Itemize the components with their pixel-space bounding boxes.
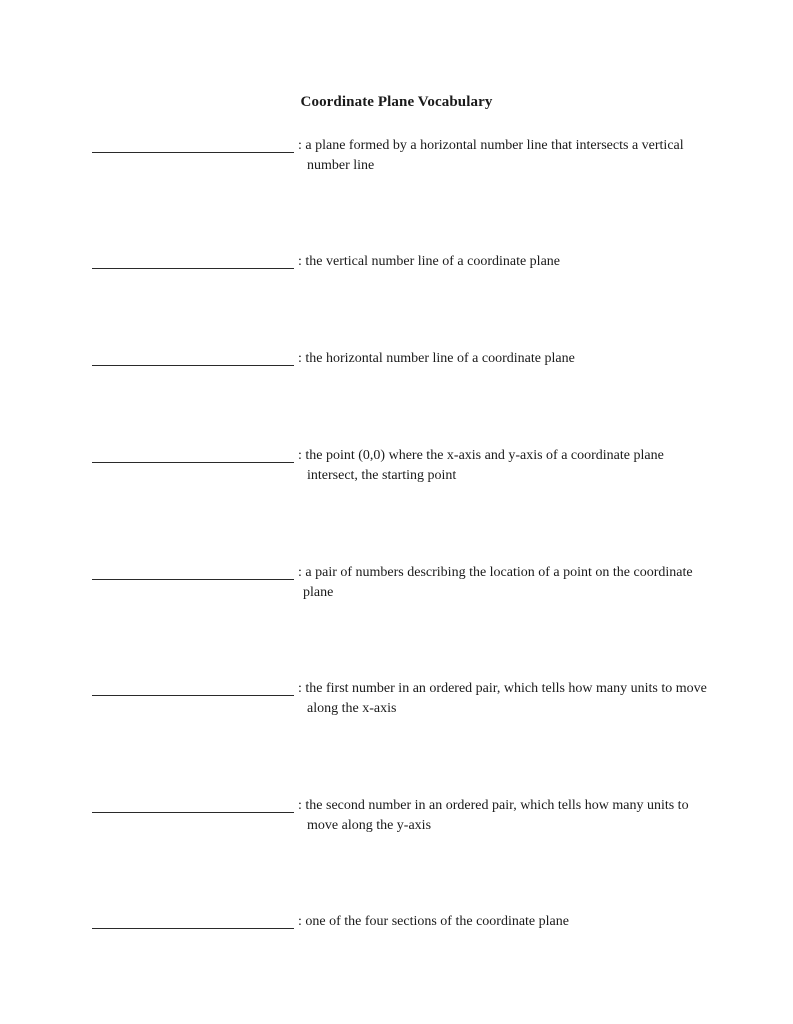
separator: : bbox=[298, 448, 302, 463]
answer-blank[interactable] bbox=[92, 914, 294, 929]
definition bbox=[298, 252, 707, 272]
definition bbox=[298, 912, 707, 932]
answer-blank[interactable] bbox=[92, 681, 294, 696]
definition-text: the point (0,0) where the x-axis and y-axis of a coordinate plane intersect, the starting point bbox=[305, 448, 664, 483]
definition-text: the first number in an ordered pair, which tells how many units to move along the x-axis bbox=[305, 681, 707, 716]
separator: : bbox=[298, 254, 302, 269]
definition-text: a pair of numbers describing the location of a point on the coordinate plane bbox=[303, 565, 693, 600]
answer-blank[interactable] bbox=[92, 448, 294, 463]
definition bbox=[298, 446, 707, 486]
definition bbox=[298, 349, 707, 369]
separator: : bbox=[298, 138, 302, 153]
definition bbox=[298, 796, 707, 836]
definition-text: the horizontal number line of a coordinate plane bbox=[305, 351, 575, 366]
separator: : bbox=[298, 351, 302, 366]
definition-text: one of the four sections of the coordinate plane bbox=[305, 914, 569, 929]
answer-blank[interactable] bbox=[92, 565, 294, 580]
definition-text: the vertical number line of a coordinate plane bbox=[305, 254, 561, 269]
page-title: Coordinate Plane Vocabulary bbox=[300, 94, 493, 110]
definition-text: a plane formed by a horizontal number line that intersects a vertical number line bbox=[305, 138, 684, 173]
separator: : bbox=[298, 914, 302, 929]
definition bbox=[298, 563, 703, 603]
definition-text: the second number in an ordered pair, which tells how many units to move along the y-axis bbox=[305, 798, 689, 833]
answer-blank[interactable] bbox=[92, 138, 294, 153]
separator: : bbox=[298, 681, 302, 696]
definition bbox=[298, 136, 707, 176]
definition bbox=[298, 679, 707, 719]
separator: : bbox=[298, 565, 302, 580]
answer-blank[interactable] bbox=[92, 351, 294, 366]
answer-blank[interactable] bbox=[92, 798, 294, 813]
separator: : bbox=[298, 798, 302, 813]
answer-blank[interactable] bbox=[92, 254, 294, 269]
